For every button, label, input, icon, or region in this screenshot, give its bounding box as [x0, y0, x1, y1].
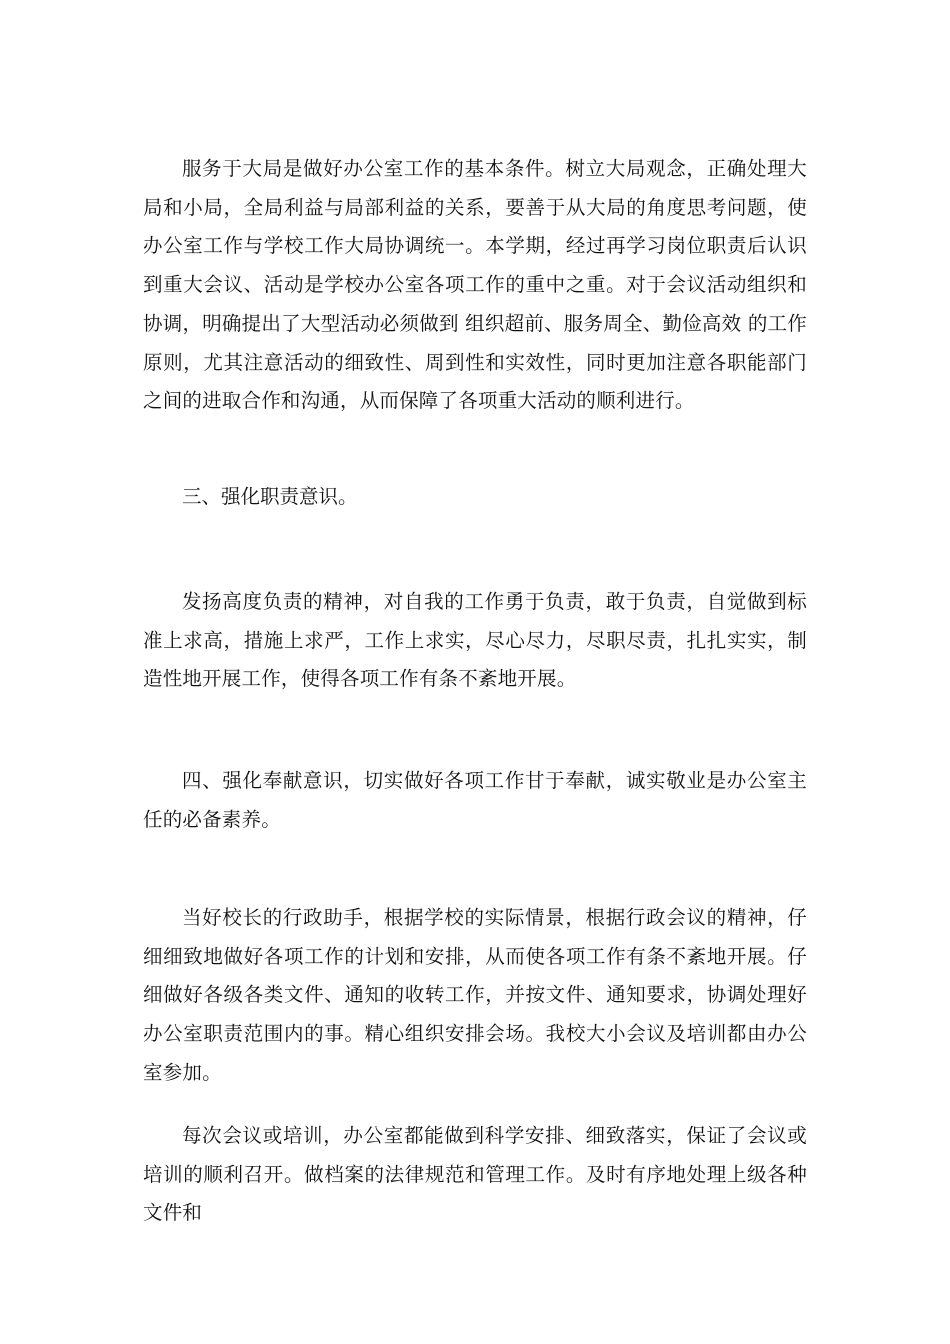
- paragraph-big-picture: 服务于大局是做好办公室工作的基本条件。树立大局观念，正确处理大局和小局，全局利益与局部利益的关系，要善于从大局的角度思考问题，使办公室工作与学校工作大局协调统一。本学期，经过再学习岗位职责后认识到重大会议、活动是学校办公室各项工作的重中之重。对于会议活动组织和协调，明确提出了大型活动必须做到 组织超前、服务周全、勤俭高效 的工作原则，尤其注意活动的细致性、周到性和实效性，同时更加注意各职能部门之间的进取合作和沟通，从而保障了各项重大活动的顺利进行。: [143, 157, 807, 413]
- paragraph-meetings: 每次会议或培训，办公室都能做到科学安排、细致落实，保证了会议或培训的顺利召开。做档案的法律规范和管理工作。及时有序地处理上级各种文件和: [143, 1124, 807, 1225]
- section-heading-responsibility: 三、强化职责意识。: [182, 485, 358, 508]
- paragraph-admin-assistant: 当好校长的行政助手，根据学校的实际情景，根据行政会议的精神，仔细细致地做好各项工作的计划和安排，从而使各项工作有条不紊地开展。仔细做好各级各类文件、通知的收转工作，并按文件、通知要求，协调处理好办公室职责范围内的事。精心组织安排会场。我校大小会议及培训都由办公室参加。: [143, 906, 807, 1084]
- paragraph-responsibility: 发扬高度负责的精神，对自我的工作勇于负责，敢于负责，自觉做到标准上求高，措施上求严，工作上求实，尽心尽力，尽职尽责，扎扎实实，制造性地开展工作，使得各项工作有条不紊地开展。: [143, 590, 807, 691]
- section-heading-dedication: 四、强化奉献意识，切实做好各项工作甘于奉献，诚实敬业是办公室主任的必备素养。: [143, 769, 807, 831]
